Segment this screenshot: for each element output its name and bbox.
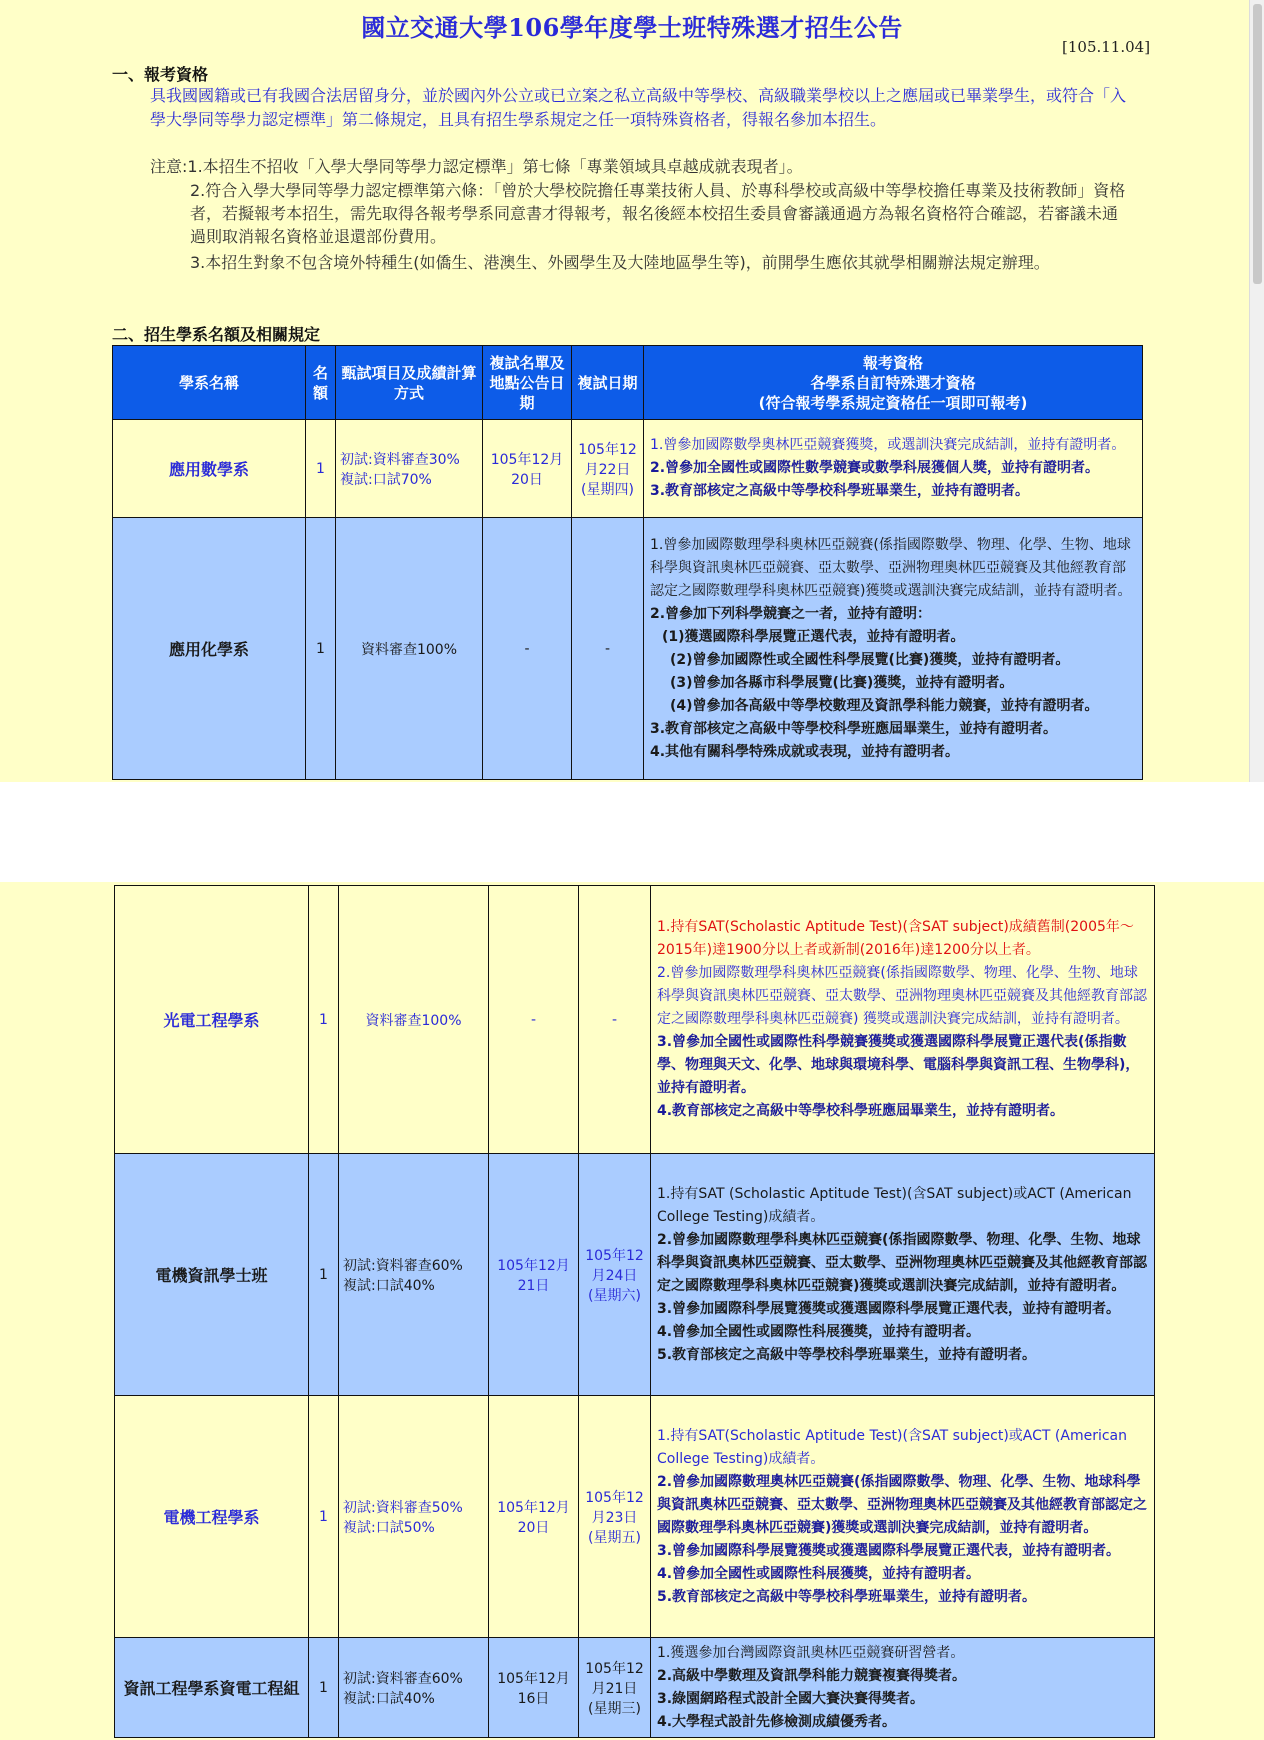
criteria-subitem: (2)曾參加國際性或全國性科學展覽(比賽)獲獎，並持有證明者。 bbox=[670, 651, 1070, 668]
dept-name: 電機工程學系 bbox=[115, 1396, 309, 1638]
announce-date: - bbox=[483, 518, 572, 780]
quota: 1 bbox=[306, 518, 336, 780]
criteria-item: 2.曾參加全國性或國際性數學競賽或數學科展獲個人獎，並持有證明者。 bbox=[650, 460, 1100, 476]
quota: 1 bbox=[309, 1396, 339, 1638]
criteria-item: 1.持有SAT (Scholastic Aptitude Test)(含SAT subject)或ACT (American College Testing)成績者。 bbox=[657, 1185, 1132, 1225]
header-announce: 複試名單及地點公告日期 bbox=[483, 346, 572, 420]
scrollbar[interactable] bbox=[1249, 0, 1264, 782]
criteria-item: 1.持有SAT(Scholastic Aptitude Test)(含SAT subject)成績舊制(2005年～2015年)達1900分以上者或新制(2016年)達1200分以上者。 bbox=[657, 919, 1134, 958]
announce-date: 105年12月16日 bbox=[489, 1638, 579, 1738]
interview-date: - bbox=[579, 886, 651, 1154]
criteria-item: 2.曾參加國際數理奧林匹亞競賽(係指國際數學、物理、化學、生物、地球科學與資訊奧林匹亞競賽、亞太數學、亞洲物理奧林匹亞競賽及其他經教育部認定之國際數理學科奧林匹亞競賽)獲獎或選訓決賽完成結訓，並持有證明者。 bbox=[657, 1473, 1147, 1536]
criteria bbox=[651, 886, 1155, 1154]
interview-date: 105年12月24日(星期六) bbox=[579, 1154, 651, 1396]
dept-name: 應用化學系 bbox=[113, 518, 306, 780]
criteria-item: 4.教育部核定之高級中等學校科學班應屆畢業生，並持有證明者。 bbox=[657, 1103, 1065, 1119]
criteria-item: 2.曾參加國際數理學科奧林匹亞競賽(係指國際數學、物理、化學、生物、地球科學與資訊奧林匹亞競賽、亞太數學、亞洲物理奧林匹亞競賽及其他經教育部認定之國際數理學科奧林匹亞競賽)獲獎或選訓決賽完成結訓，並持有證明者。 bbox=[657, 1231, 1147, 1294]
criteria-item: 3.曾參加國際科學展覽獲獎或獲選國際科學展覽正選代表，並持有證明者。 bbox=[657, 1542, 1121, 1559]
header-dept: 學系名稱 bbox=[113, 346, 306, 420]
criteria-item: 4.大學程式設計先修檢測成績優秀者。 bbox=[657, 1713, 897, 1730]
criteria-item: 3.曾參加全國性或國際性科學競賽獲獎或獲選國際科學展覽正選代表(係指數學、物理與天文、化學、地球與環境科學、電腦科學與資訊工程、生物學科)，並持有證明者。 bbox=[657, 1034, 1140, 1096]
note-3: 3.本招生對象不包含境外特種生(如僑生、港澳生、外國學生及大陸地區學生等)，前開學生應依其就學相關辦法規定辦理。 bbox=[190, 253, 1050, 272]
table-row bbox=[115, 1396, 1155, 1638]
method: 初試:資料審查30% 複試:口試70% bbox=[336, 420, 483, 518]
quota: 1 bbox=[309, 1638, 339, 1738]
table-row bbox=[115, 886, 1155, 1154]
criteria-subitem: (3)曾參加各縣市科學展覽(比賽)獲獎，並持有證明者。 bbox=[670, 674, 1014, 691]
criteria-item: 4.曾參加全國性或國際性科展獲獎，並持有證明者。 bbox=[657, 1565, 981, 1582]
criteria-item: 4.其他有關科學特殊成就或表現，並持有證明者。 bbox=[650, 743, 960, 760]
admission-table-lower bbox=[114, 885, 1155, 1738]
criteria-item: 1.曾參加國際數學奧林匹亞競賽獲獎，或選訓決賽完成結訓，並持有證明者。 bbox=[650, 437, 1126, 453]
criteria-subitem: (4)曾參加各高級中等學校數理及資訊學科能力競賽，並持有證明者。 bbox=[670, 697, 1099, 714]
scrollbar-thumb[interactable] bbox=[1253, 4, 1262, 284]
criteria-item: 3.教育部核定之高級中等學校科學班應屆畢業生，並持有證明者。 bbox=[650, 720, 1058, 737]
section-1-body: 具我國國籍或已有我國合法居留身分，並於國內外公立或已立案之私立高級中等學校、高級職業學校以上之應屆或已畢業學生，或符合「入學大學同等學力認定標準」第二條規定，且具有招生學系規定之任一項特殊資格者，得報名參加本招生。 bbox=[150, 86, 1127, 129]
announce-date: 105年12月20日 bbox=[489, 1396, 579, 1638]
criteria-item: 2.曾參加下列科學競賽之一者，並持有證明： bbox=[650, 605, 932, 622]
announce-date: 105年12月21日 bbox=[489, 1154, 579, 1396]
method: 初試:資料審查60% 複試:口試40% bbox=[339, 1638, 489, 1738]
method: 初試:資料審查60% 複試:口試40% bbox=[339, 1154, 489, 1396]
page-title: 國立交通大學106學年度學士班特殊選才招生公告 bbox=[361, 13, 903, 42]
criteria-item: 5.教育部核定之高級中等學校科學班畢業生，並持有證明者。 bbox=[657, 1346, 1037, 1363]
header-quota: 名額 bbox=[306, 346, 336, 420]
criteria-item: 1.獲選參加台灣國際資訊奧林匹亞競賽研習營者。 bbox=[657, 1644, 965, 1661]
note-1: 注意:1.本招生不招收「入學大學同等學力認定標準」第七條「專業領域具卓越成就表現者」。 bbox=[150, 157, 803, 176]
interview-date: - bbox=[572, 518, 644, 780]
dept-name: 資訊工程學系資電工程組 bbox=[115, 1638, 309, 1738]
header-date: 複試日期 bbox=[572, 346, 644, 420]
criteria-subitem: (1)獲選國際科學展覽正選代表，並持有證明者。 bbox=[662, 628, 965, 645]
method: 初試:資料審查50% 複試:口試50% bbox=[339, 1396, 489, 1638]
criteria-item: 1.曾參加國際數理學科奧林匹亞競賽(係指國際數學、物理、化學、生物、地球科學與資訊奧林匹亞競賽、亞太數學、亞洲物理奧林匹亞競賽及其他經教育部認定之國際數理學科奧林匹亞競賽)獲獎或選訓決賽完成結訓，並持有證明者。 bbox=[650, 536, 1132, 599]
section-1-title: 一、報考資格 bbox=[112, 65, 209, 84]
quota: 1 bbox=[309, 1154, 339, 1396]
dept-name: 光電工程學系 bbox=[115, 886, 309, 1154]
criteria bbox=[651, 1638, 1155, 1738]
criteria-item: 2.高級中學數理及資訊學科能力競賽複賽得獎者。 bbox=[657, 1667, 967, 1684]
method: 資料審查100% bbox=[336, 518, 483, 780]
interview-date: 105年12月23日(星期五) bbox=[579, 1396, 651, 1638]
table-row bbox=[113, 518, 1143, 780]
table-row bbox=[115, 1638, 1155, 1738]
table-header-row bbox=[113, 346, 1143, 420]
header-method: 甄試項目及成績計算方式 bbox=[336, 346, 483, 420]
announcement-date: [105.11.04] bbox=[1062, 38, 1151, 56]
criteria-item: 5.教育部核定之高級中等學校科學班畢業生，並持有證明者。 bbox=[657, 1588, 1037, 1605]
criteria bbox=[644, 518, 1143, 780]
header-criteria: 報考資格 各學系自訂特殊選才資格 (符合報考學系規定資格任一項即可報考) bbox=[644, 346, 1143, 420]
interview-date: 105年12月22日(星期四) bbox=[572, 420, 644, 518]
announce-date: 105年12月20日 bbox=[483, 420, 572, 518]
page-upper bbox=[0, 0, 1264, 782]
section-2-title: 二、招生學系名額及相關規定 bbox=[112, 325, 321, 344]
criteria-item: 4.曾參加全國性或國際性科展獲獎，並持有證明者。 bbox=[657, 1323, 981, 1340]
announce-date: - bbox=[489, 886, 579, 1154]
admission-table-upper bbox=[112, 345, 1143, 780]
dept-name: 應用數學系 bbox=[113, 420, 306, 518]
quota: 1 bbox=[306, 420, 336, 518]
method: 資料審查100% bbox=[339, 886, 489, 1154]
note-2: 2.符合入學大學同等學力認定標準第六條：「曾於大學校院擔任專業技術人員、於專科學校或高級中等學校擔任專業及技術教師」資格者，若擬報考本招生，需先取得各報考學系同意書才得報考，報名後經本校招生委員會審議通過方為報名資格符合確認，若審議未通過則取消報名資格並退還部份費用。 bbox=[190, 181, 1126, 246]
interview-date: 105年12月21日(星期三) bbox=[579, 1638, 651, 1738]
criteria bbox=[651, 1396, 1155, 1638]
quota: 1 bbox=[309, 886, 339, 1154]
criteria bbox=[644, 420, 1143, 518]
table-row bbox=[113, 420, 1143, 518]
criteria-item: 2.曾參加國際數理學科奧林匹亞競賽(係指國際數學、物理、化學、生物、地球科學與資訊奧林匹亞競賽、亞太數學、亞洲物理奧林匹亞競賽及其他經教育部認定之國際數理學科奧林匹亞競賽) 獲獎或選訓決賽完成結訓，並持有證明者。 bbox=[657, 965, 1147, 1027]
dept-name: 電機資訊學士班 bbox=[115, 1154, 309, 1396]
criteria-item: 1.持有SAT(Scholastic Aptitude Test)(含SAT subject)或ACT (American College Testing)成績者。 bbox=[657, 1427, 1128, 1467]
table-row bbox=[115, 1154, 1155, 1396]
criteria-item: 3.教育部核定之高級中等學校科學班畢業生，並持有證明者。 bbox=[650, 483, 1030, 499]
page-lower bbox=[0, 882, 1264, 1740]
criteria bbox=[651, 1154, 1155, 1396]
criteria-item: 3.曾參加國際科學展覽獲獎或獲選國際科學展覽正選代表，並持有證明者。 bbox=[657, 1300, 1121, 1317]
criteria-item: 3.綠園網路程式設計全國大賽決賽得獎者。 bbox=[657, 1690, 925, 1707]
